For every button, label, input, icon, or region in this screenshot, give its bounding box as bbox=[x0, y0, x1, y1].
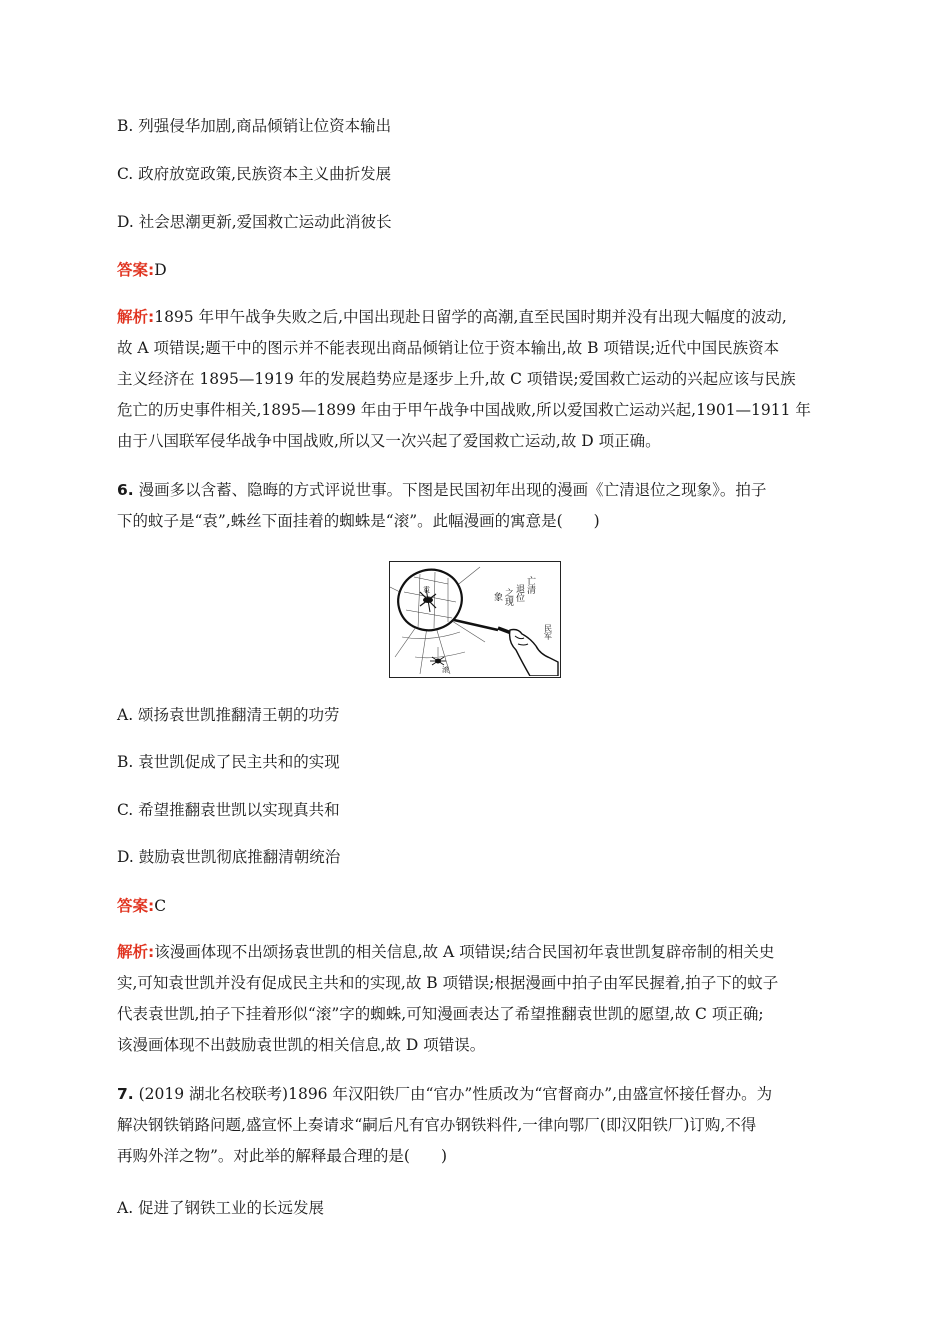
analysis-line: 实,可知袁世凯并没有促成民主共和的实现,故 B 项错误;根据漫画中拍子由军民握着,拍子下的蚊子 bbox=[117, 974, 779, 992]
analysis-line: 主义经济在 1895—1919 年的发展趋势应是逐步上升,故 C 项错误;爱国救亡运动的兴起应该与民族 bbox=[117, 370, 796, 388]
cartoon-drawing bbox=[390, 562, 559, 676]
q5-option-b: B. 列强侵华加剧,商品倾销让位资本输出 bbox=[117, 117, 392, 135]
analysis-line: 危亡的历史事件相关,1895—1899 年由于甲午战争中国战败,所以爱国救亡运动兴起,1901—1911 年 bbox=[117, 401, 811, 419]
answer-label: 答案: bbox=[117, 897, 155, 915]
answer-value: D bbox=[154, 261, 167, 279]
stem-line: 解决钢铁销路问题,盛宣怀上奏请求“嗣后凡有官办钢铁料件,一律向鄂厂(即汉阳铁厂)订购,不得 bbox=[117, 1116, 757, 1134]
q6-option-b: B. 袁世凯促成了民主共和的实现 bbox=[117, 753, 340, 771]
q5-answer bbox=[117, 259, 167, 281]
cartoon-spider-label: 滚 bbox=[442, 666, 449, 674]
stem-line: 漫画多以含蓄、隐晦的方式评说世事。下图是民国初年出现的漫画《亡清退位之现象》。拍子 bbox=[138, 481, 767, 499]
cartoon-title bbox=[492, 575, 536, 607]
q6-option-c: C. 希望推翻袁世凯以实现真共和 bbox=[117, 801, 340, 819]
cartoon-title-col: 象 bbox=[492, 592, 502, 601]
answer-label: 答案: bbox=[117, 261, 155, 279]
analysis-label: 解析: bbox=[117, 943, 155, 961]
q6-stem bbox=[117, 475, 837, 537]
stem-line: (2019 湖北名校联考)1896 年汉阳铁厂由“官办”性质改为“官督商办”,由盛宣怀接任督办。为 bbox=[138, 1085, 773, 1103]
cartoon-figure bbox=[389, 561, 561, 678]
analysis-line: 该漫画体现不出颂扬袁世凯的相关信息,故 A 项错误;结合民国初年袁世凯复辟帝制的相关史 bbox=[154, 943, 775, 961]
analysis-line: 1895 年甲午战争失败之后,中国出现赴日留学的高潮,直至民国时期并没有出现大幅度的波动, bbox=[154, 308, 787, 326]
q6-analysis bbox=[117, 937, 837, 1061]
q5-option-d: D. 社会思潮更新,爱国救亡运动此消彼长 bbox=[117, 213, 392, 231]
stem-line: 下的蚊子是“袁”,蛛丝下面挂着的蜘蛛是“滚”。此幅漫画的寓意是( ) bbox=[117, 512, 600, 530]
cartoon-title-col: 退位 bbox=[514, 584, 524, 602]
cartoon-title-col: 之现 bbox=[503, 588, 513, 606]
analysis-line: 故 A 项错误;题干中的图示并不能表现出商品倾销让位于资本输出,故 B 项错误;近代中国民族资本 bbox=[117, 339, 780, 357]
cartoon-title-col: 亡清 bbox=[525, 576, 535, 594]
answer-value: C bbox=[154, 897, 167, 915]
analysis-label: 解析: bbox=[117, 308, 155, 326]
question-number: 6. bbox=[117, 481, 134, 499]
q5-analysis bbox=[117, 302, 837, 457]
spider-icon bbox=[430, 657, 446, 665]
analysis-line: 该漫画体现不出鼓励袁世凯的相关信息,故 D 项错误。 bbox=[117, 1036, 486, 1054]
q6-option-d: D. 鼓励袁世凯彻底推翻清朝统治 bbox=[117, 848, 341, 866]
cartoon-mosquito-label: 袁 bbox=[423, 586, 430, 594]
q7-option-a: A. 促进了钢铁工业的长远发展 bbox=[117, 1199, 325, 1217]
question-number: 7. bbox=[117, 1085, 134, 1103]
q6-option-a: A. 颂扬袁世凯推翻清王朝的功劳 bbox=[117, 706, 340, 724]
analysis-line: 代表袁世凯,拍子下挂着形似“滚”字的蜘蛛,可知漫画表达了希望推翻袁世凯的愿望,故 C 项正确; bbox=[117, 1005, 764, 1023]
q6-answer bbox=[117, 895, 166, 917]
stem-line: 再购外洋之物”。对此举的解释最合理的是( ) bbox=[117, 1147, 448, 1165]
analysis-line: 由于八国联军侵华战争中国战败,所以又一次兴起了爱国救亡运动,故 D 项正确。 bbox=[117, 432, 661, 450]
q5-option-c: C. 政府放宽政策,民族资本主义曲折发展 bbox=[117, 165, 392, 183]
cartoon-people-label: 民军 bbox=[543, 624, 553, 640]
q7-stem bbox=[117, 1079, 837, 1172]
